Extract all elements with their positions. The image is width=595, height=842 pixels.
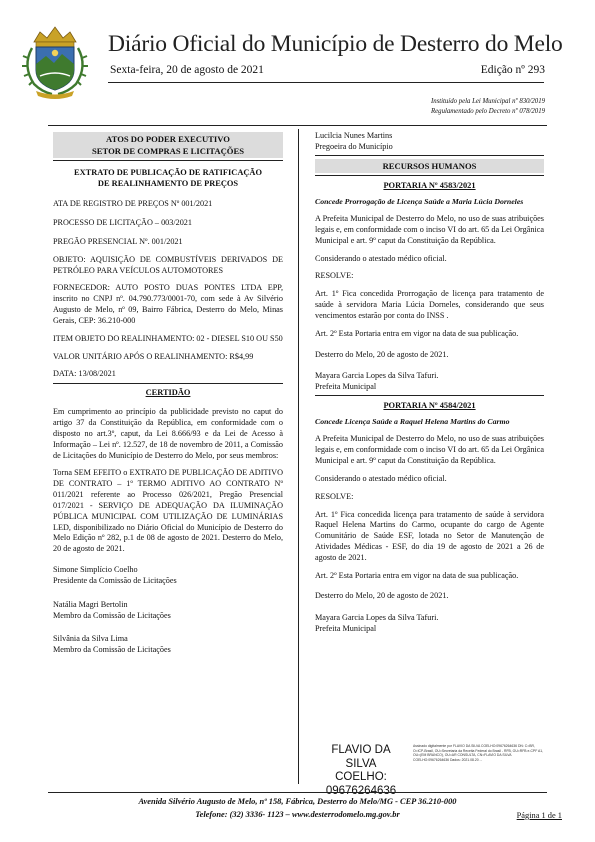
edition-number: Edição nº 293 bbox=[480, 64, 545, 76]
page-number: Página 1 de 1 bbox=[516, 811, 562, 820]
portaria-place-date: Desterro do Melo, 20 de agosto de 2021. bbox=[315, 591, 449, 601]
portaria-consider: Considerando o atestado médico oficial. bbox=[315, 473, 447, 483]
footer-rule bbox=[48, 792, 547, 793]
municipal-crest-icon bbox=[14, 18, 96, 100]
signatory-role: Pregoeira do Município bbox=[315, 141, 393, 151]
signatory-role: Prefeita Municipal bbox=[315, 382, 377, 392]
signatory-name: Mayara Garcia Lopes da Silva Tafuri. bbox=[315, 371, 439, 381]
divider bbox=[315, 395, 544, 396]
signatory-name: Natália Magri Bertolin bbox=[53, 599, 128, 609]
right-column bbox=[315, 130, 544, 635]
extrato-title bbox=[53, 167, 283, 189]
certidao-paragraph: Torna SEM EFEITO o EXTRATO DE PUBLICAÇÃO DE ADITIVO DE CONTRATO – 1º TERMO ADITIVO AO CONTRATO Nº 011/2021 referente ao Processo 026/2021, Pregão Presencial 017/2021 - SERVIÇO DE ADEQUAÇÃO DA ILUMINAÇÃO PÚBLICA MUNICIPAL COM UTILIZAÇÃO DE LUMINÁRIAS LED, disponibilizado no Diário Oficial do Município de Desterro do Melo Edição nº 282, p.1 de 08 de agosto de 2021. Desterro do Melo, 20 de agosto de 2021. bbox=[53, 468, 283, 554]
portaria-intro: A Prefeita Municipal de Desterro do Melo, no uso de suas atribuições legais e, em conformidade com o inciso VI do art. 65 da Lei Orgânica Municipal e art. 9º caput da Constituição da República. bbox=[315, 434, 544, 466]
institution-note bbox=[431, 97, 545, 117]
portaria-article: Art. 2º Esta Portaria entra em vigor na data de sua publicação. bbox=[315, 570, 519, 580]
extrato-title-line: DE REALINHAMENTO DE PREÇOS bbox=[97, 179, 239, 189]
institution-line: Regulamentado pelo Decreto nº 078/2019 bbox=[431, 107, 545, 115]
signatory-role: Membro da Comissão de Licitações bbox=[53, 610, 171, 620]
section-header bbox=[53, 132, 283, 158]
signatory-name: Mayara Garcia Lopes da Silva Tafuri. bbox=[315, 613, 439, 623]
signatory-name: Silvânia da Silva Lima bbox=[53, 634, 128, 644]
data-text: DATA: 13/08/2021 bbox=[53, 369, 116, 379]
portaria-title: PORTARIA Nº 4584/2021 bbox=[383, 401, 476, 410]
section-header-line: SETOR DE COMPRAS E LICITAÇÕES bbox=[91, 146, 244, 157]
divider bbox=[315, 155, 544, 156]
top-rule bbox=[48, 125, 547, 126]
certidao-paragraph: Em cumprimento ao princípio da publicidade previsto no caput do artigo 37 da Constituição da República, em conformidade com o disposto no art.3º, caput, da Lei 8.666/93 e da Lei de Acesso à Informação – Lei nº. 12.527, de 18 de novembro de 2011, a Comissão de Licitações do Município de Desterro do Melo, por seus membros: bbox=[53, 407, 283, 460]
extrato-title-line: EXTRATO DE PUBLICAÇÃO DE RATIFICAÇÃO bbox=[74, 168, 262, 178]
signatory-role: Prefeita Municipal bbox=[315, 624, 377, 634]
issue-date: Sexta-feira, 20 de agosto de 2021 bbox=[110, 64, 264, 76]
signatory-name: Simone Simplício Coelho bbox=[53, 565, 138, 575]
footer-contact: Telefone: (32) 3336- 1123 – www.desterrodomelo.mg.gov.br bbox=[195, 810, 400, 819]
footer-address: Avenida Silvério Augusto de Melo, nº 158, Fábrica, Desterro do Melo/MG - CEP 36.210-000 bbox=[138, 797, 457, 806]
valor-text: VALOR UNITÁRIO APÓS O REALINHAMENTO: R$4,99 bbox=[53, 351, 254, 361]
portaria-subject: Concede Prorrogação de Licença Saúde a Maria Lúcia Dorneles bbox=[315, 196, 524, 206]
ata-number: ATA DE REGISTRO DE PREÇOS Nº 001/2021 bbox=[53, 199, 213, 209]
portaria-article: Art. 2º Esta Portaria entra em vigor na data de sua publicação. bbox=[315, 328, 519, 338]
certidao-title: CERTIDÃO bbox=[145, 388, 191, 398]
processo-number: PROCESSO DE LICITAÇÃO – 003/2021 bbox=[53, 218, 192, 228]
signer-name-line: FLAVIO DA SILVA bbox=[331, 744, 391, 770]
objeto-text: OBJETO: AQUISIÇÃO DE COMBUSTÍVEIS DERIVADOS DE PETRÓLEO PARA VEÍCULOS AUTOMOTORES bbox=[53, 254, 283, 275]
portaria-consider: Considerando o atestado médico oficial. bbox=[315, 253, 447, 263]
portaria-intro: A Prefeita Municipal de Desterro do Melo, no uso de suas atribuições legais e, em conformidade com o inciso VI do art. 65 da Lei Orgânica Municipal e art. 9º caput da Constituição da República. bbox=[315, 214, 544, 245]
portaria-place-date: Desterro do Melo, 20 de agosto de 2021. bbox=[315, 349, 449, 359]
signatory-role: Presidente da Comissão de Licitações bbox=[53, 575, 177, 585]
divider bbox=[53, 383, 283, 384]
signatory-name: Lucilcia Nunes Martins bbox=[315, 131, 393, 140]
portaria-article: Art. 1º Fica concedida licença para tratamento de saúde à servidora Raquel Helena Martins do Carmo, ocupante do cargo de Agente Comunitário de Saúde ESF, lotada no Setor de Manutenção de Atividades Médicas - ESF, do dia 19 de agosto de 2021 a 26 de agosto de 2021. bbox=[315, 509, 544, 562]
signer-name-line: COELHO: bbox=[335, 771, 387, 784]
institution-line: Instituído pela Lei Municipal nº 830/2019 bbox=[430, 98, 545, 105]
divider bbox=[315, 175, 544, 176]
signature-details: Assinado digitalmente por FLAVIO DA SILVA COELHO:09676264636 DN: C=BR, O=ICP-Brasil, OU=Secretaria da Receita Federal do Brasil - RFB, OU=RFB e-CPF A1, OU=(EM BRANCO), OU=AR CONSULTA, CN=FLAVIO DA SILVA COELHO:09676264636 Dados: 2021.08.20 ... bbox=[413, 744, 544, 762]
section-header: RECURSOS HUMANOS bbox=[315, 159, 544, 173]
signatory-role: Membro da Comissão de Licitações bbox=[53, 645, 171, 655]
portaria-subject: Concede Licença Saúde a Raquel Helena Martins do Carmo bbox=[315, 417, 510, 427]
portaria-resolve: RESOLVE: bbox=[315, 491, 354, 501]
portaria-resolve: RESOLVE: bbox=[315, 271, 354, 281]
signer-name-line: 09676264636 bbox=[325, 784, 397, 797]
section-header-line: ATOS DO PODER EXECUTIVO bbox=[106, 134, 230, 144]
portaria-title: PORTARIA Nº 4583/2021 bbox=[383, 180, 476, 190]
left-column bbox=[53, 130, 283, 656]
gazette-title: Diário Oficial do Município de Desterro do Melo bbox=[108, 31, 563, 57]
fornecedor-text: FORNECEDOR: AUTO POSTO DUAS PONTES LTDA EPP, inscrito no CNPJ nº. 04.790.773/0001-70, com sede à Av Silvério Augusto de Melo, nº 09, Bairro Fábrica, Desterro do Melo, Minas Gerais, CEP: 36.210-000 bbox=[53, 283, 283, 325]
divider bbox=[53, 160, 283, 161]
header-rule bbox=[108, 82, 544, 83]
portaria-article: Art. 1º Fica concedida Prorrogação de licença para tratamento de saúde à servidora Maria Lúcia Dorneles, considerando que seus vencimentos estarão por conta do INSS . bbox=[315, 289, 544, 320]
digital-signature bbox=[315, 744, 544, 797]
pregao-number: PREGÃO PRESENCIAL Nº. 001/2021 bbox=[53, 236, 183, 246]
column-divider bbox=[298, 129, 299, 784]
item-text: ITEM OBJETO DO REALINHAMENTO: 02 - DIESEL S10 OU S50 bbox=[53, 333, 283, 343]
signer-name bbox=[315, 744, 407, 798]
